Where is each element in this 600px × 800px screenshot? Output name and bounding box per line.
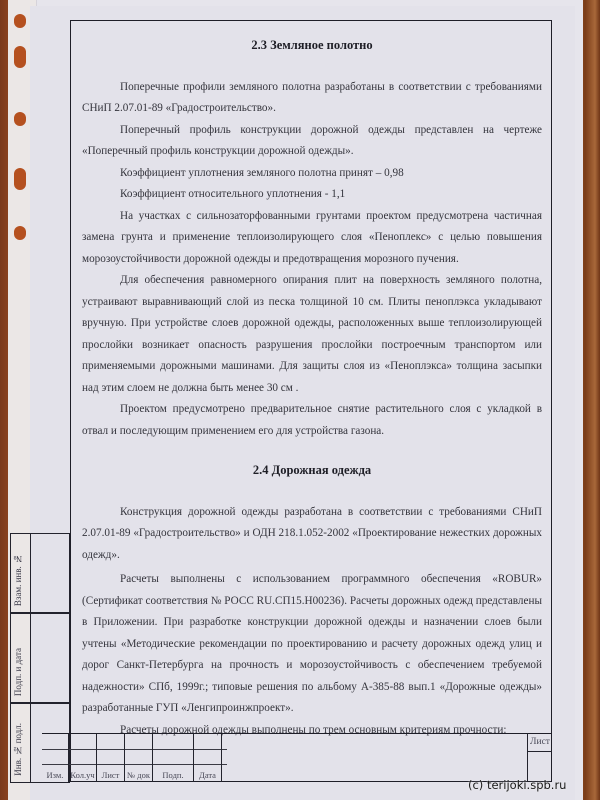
stamp-label: Подп. и дата bbox=[13, 647, 23, 696]
section-heading: 2.4 Дорожная одежда bbox=[252, 463, 372, 477]
paragraph: Поперечный профиль конструкции дорожной одежды представлен на чертеже «Поперечный профиль конструкции дорожной одежды». bbox=[82, 123, 542, 157]
stamp-cell bbox=[10, 533, 70, 613]
paragraph: Поперечные профили земляного полотна разработаны в соответствии с требованиями СНиП 2.07.01-89 «Градостроительство». bbox=[82, 80, 542, 114]
column-izm bbox=[42, 734, 69, 782]
column-label: Дата bbox=[199, 770, 216, 780]
title-block bbox=[42, 733, 552, 782]
paragraph: Проектом предусмотрено предварительное снятие растительного слоя с укладкой в отвал и последующим применением его для устройства газона. bbox=[82, 403, 542, 437]
column-doc-no bbox=[125, 734, 153, 782]
column-list bbox=[97, 734, 125, 782]
paragraph: Коэффициент относительного уплотнения - 1,1 bbox=[120, 188, 346, 200]
paragraph: Коэффициент уплотнения земляного полотна принят – 0,98 bbox=[120, 166, 404, 179]
column-kol-uch bbox=[69, 734, 97, 782]
paragraph: Расчеты дорожной одежды выполнены по трем основным критериям прочности: bbox=[120, 723, 507, 736]
document-body bbox=[82, 30, 542, 741]
sheet-label: Лист bbox=[528, 733, 552, 752]
column-label: Изм. bbox=[46, 770, 64, 780]
stamp-label-cell bbox=[11, 704, 31, 782]
column-label: Лист bbox=[101, 770, 120, 780]
paragraph: Расчеты выполнены с использованием программного обеспечения «ROBUR» (Сертификат соответствия № РОСС RU.СП15.Н00236). Расчеты дорожных одежд представлены в Приложении. При разработке конструкции дорожной одежды и назначении слоев были учтены «Методические рекомендации по проектированию и расчету дорожных одежд улиц и дорог Санкт-Петербурга на прочность и морозоустойчивость с обеспечением требуемой надежности» СПб, 1999г.; типовые решения по альбому А-385-88 вып.1 «Дорожные одежды» разработанные ГУП «Ленгипроинжпроект». bbox=[82, 573, 542, 714]
paragraph: Конструкция дорожной одежды разработана в соответствии с требованиями СНиП 2.07.01-89 «Градостроительство» и ОДН 218.1.052-2002 «Проектирование нежестких дорожных одежд». bbox=[82, 505, 542, 561]
section-heading: 2.3 Земляное полотно bbox=[251, 38, 373, 52]
column-label: Кол.уч bbox=[70, 770, 95, 780]
punch-hole bbox=[14, 14, 26, 28]
stamp-label-cell bbox=[11, 614, 31, 702]
punch-hole bbox=[14, 46, 26, 68]
stamp-label: Инв. № подл. bbox=[13, 723, 23, 776]
column-label: № док bbox=[127, 770, 150, 780]
column-signature bbox=[153, 734, 194, 782]
punch-hole bbox=[14, 226, 26, 240]
paragraph: Для обеспечения равномерного опирания плит на поверхность земляного полотна, устраивают выравнивающий слой из песка толщиной 10 см. Плиты пеноплэкса укладывают вручную. При устройстве слоев дорожной одежды, расположенных выше теплоизолирующей прослойки возникает опасность разрушения прослойки построечным транспортом или применяемыми дорожными машинами. Для защиты слоя из «Пеноплэкса» толщина засыпки над этим слоем не должна быть менее 30 см . bbox=[82, 274, 542, 394]
column-label: Подп. bbox=[162, 770, 184, 780]
sheet-number-box bbox=[527, 733, 552, 781]
stamp-label-cell bbox=[11, 534, 31, 612]
stamp-label: Взам. инв. № bbox=[13, 553, 23, 606]
paragraph: На участках с сильнозаторфованными грунтами проектом предусмотрена частичная замена грунта и применение теплоизолирующего слоя «Пеноплекс» с целью повышения морозоустойчивости дорожной одежды и предотвращения морозного пучения. bbox=[82, 209, 542, 265]
stamp-cell bbox=[10, 613, 70, 703]
punch-hole bbox=[14, 112, 26, 126]
column-date bbox=[194, 734, 222, 782]
punch-hole bbox=[14, 168, 26, 190]
watermark: (c) terijoki.spb.ru bbox=[468, 778, 567, 792]
